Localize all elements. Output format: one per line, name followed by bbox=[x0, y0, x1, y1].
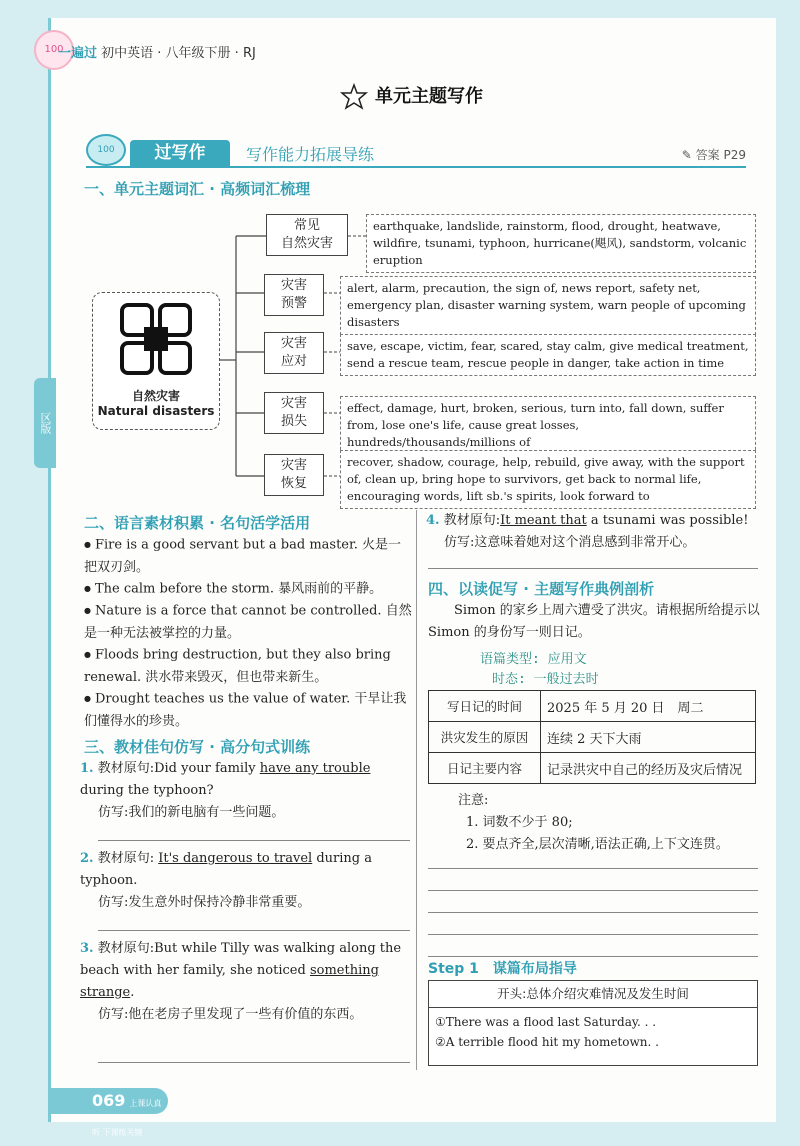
category-label: 灾害 bbox=[280, 396, 307, 411]
category-label: 应对 bbox=[280, 354, 307, 369]
logo-badge: 100 bbox=[34, 30, 74, 70]
imitation-prompt: 仿写:发生意外时保持冷静非常重要。 bbox=[98, 895, 311, 910]
writing-line[interactable] bbox=[428, 934, 758, 935]
unit-title-text: 单元主题写作 bbox=[375, 86, 483, 107]
table-row bbox=[429, 753, 756, 784]
step-line-1: ①There was a flood last Saturday. . . bbox=[435, 1015, 657, 1029]
imitation-prompt: 仿写:这意味着她对这个消息感到非常开心。 bbox=[444, 535, 696, 550]
imitation-item-2 bbox=[80, 848, 412, 914]
writing-prompt: Simon 的家乡上周六遭受了洪灾。请根据所给提示以 Simon 的身份写一则日记。 bbox=[428, 603, 760, 640]
table-row bbox=[429, 722, 756, 753]
page-number: 069 bbox=[92, 1091, 126, 1110]
book-title: 初中英语 · 八年级下册 · RJ bbox=[101, 46, 256, 61]
imitation-item-4 bbox=[426, 510, 762, 554]
category-label: 自然灾害 bbox=[280, 236, 333, 251]
imitation-prompt: 仿写:我们的新电脑有一些问题。 bbox=[98, 805, 285, 820]
step-line-2: ②A terrible flood hit my hometown. . bbox=[435, 1035, 659, 1049]
category-response bbox=[264, 332, 324, 374]
page-number-badge bbox=[48, 1088, 168, 1137]
brand-name: 一遍过 bbox=[58, 46, 98, 61]
category-label: 预警 bbox=[280, 296, 307, 311]
table-value: 2025 年 5 月 20 日 周二 bbox=[541, 691, 756, 722]
quote-item: ● Floods bring destruction, but they also bring renewal. 洪水带来毁灭，但也带来新生。 bbox=[84, 644, 412, 689]
table-key: 洪灾发生的原因 bbox=[429, 722, 541, 753]
original-sentence: during the typhoon? bbox=[80, 783, 214, 798]
writing-line[interactable] bbox=[428, 912, 758, 913]
item-number: 4. bbox=[426, 513, 440, 528]
item-number: 2. bbox=[80, 851, 94, 866]
side-tab[interactable]: 区版 bbox=[34, 378, 56, 468]
category-warning bbox=[264, 274, 324, 316]
words-recovery: recover, shadow, courage, help, rebuild, give away, with the support of, clean up, bring hope to survivors, get back to normal life, encouraging words, lift sb.'s spirits, look forward to bbox=[340, 450, 756, 509]
quote-item: ● Nature is a force that cannot be controlled. 自然是一种无法被掌控的力量。 bbox=[84, 600, 412, 645]
item-number: 1. bbox=[80, 761, 94, 776]
writing-line[interactable] bbox=[428, 868, 758, 869]
banner-tag: 过写作 bbox=[130, 140, 230, 166]
category-common-disasters bbox=[266, 214, 348, 256]
handwritten-note-genre: 语篇类型: 应用文 bbox=[480, 652, 587, 667]
item-number: 3. bbox=[80, 941, 94, 956]
original-sentence: 教材原句: bbox=[97, 851, 159, 866]
center-label-cn: 自然灾害 bbox=[131, 389, 180, 403]
original-sentence: . bbox=[130, 985, 135, 1000]
handwritten-note-tense: 时态: 一般过去时 bbox=[492, 672, 599, 687]
original-sentence: 教材原句:Did your family bbox=[97, 761, 260, 776]
note-title: 注意: bbox=[458, 793, 489, 808]
section4-title: 四、以读促写 · 主题写作典例剖析 bbox=[428, 580, 655, 598]
imitation-item-1 bbox=[80, 758, 412, 824]
table-key: 写日记的时间 bbox=[429, 691, 541, 722]
words-response: save, escape, victim, fear, scared, stay calm, give medical treatment, send a rescue team, rescue people in danger, take action in time bbox=[340, 334, 756, 376]
category-label: 灾害 bbox=[280, 458, 307, 473]
banner-subtitle: 写作能力拓展导练 bbox=[246, 145, 375, 164]
writing-line[interactable] bbox=[428, 956, 758, 957]
original-sentence: during a typhoon. bbox=[80, 851, 372, 888]
original-underline: It's dangerous to travel bbox=[158, 851, 313, 866]
category-loss bbox=[264, 392, 324, 434]
original-underline: have any trouble bbox=[259, 761, 371, 776]
mascot-icon: 100 bbox=[86, 134, 126, 166]
table-value: 记录洪灾中自己的经历及灾后情况 bbox=[541, 753, 756, 784]
diary-info-table bbox=[428, 690, 756, 784]
section2-title: 二、语言素材积累 · 名句活学活用 bbox=[84, 514, 311, 532]
original-underline: It meant that bbox=[500, 513, 587, 528]
section1-title: 一、单元主题词汇 · 高频词汇梳理 bbox=[84, 180, 311, 198]
category-recovery bbox=[264, 454, 324, 496]
hands-together-icon bbox=[116, 299, 196, 379]
writing-line[interactable] bbox=[428, 890, 758, 891]
note-line-1: 1. 词数不少于 80; bbox=[466, 815, 573, 830]
original-sentence: 教材原句: bbox=[443, 513, 501, 528]
table-row bbox=[429, 691, 756, 722]
pen-icon: ✎ bbox=[681, 148, 696, 162]
quote-item: ● The calm before the storm. 暴风雨前的平静。 bbox=[84, 578, 412, 601]
category-label: 灾害 bbox=[280, 336, 307, 351]
answer-line[interactable] bbox=[98, 1062, 410, 1063]
step-heading: 开头:总体介绍灾难情况及发生时间 bbox=[429, 981, 757, 1008]
section3-title: 三、教材佳句仿写 · 高分句式训练 bbox=[84, 738, 311, 756]
step-guide-box bbox=[428, 980, 758, 1066]
column-divider bbox=[416, 510, 417, 1070]
table-value: 连续 2 天下大雨 bbox=[541, 722, 756, 753]
center-node bbox=[92, 292, 220, 430]
imitation-prompt: 仿写:他在老房子里发现了一些有价值的东西。 bbox=[98, 1007, 363, 1022]
footer-slogan: 上课认真听 下课练关键 bbox=[92, 1099, 162, 1137]
original-sentence: 教材原句:But while Tilly was walking along the beach with her family, she noticed bbox=[80, 941, 402, 978]
note-line-2: 2. 要点齐全,层次清晰,语法正确,上下文连贯。 bbox=[466, 837, 729, 852]
category-label: 灾害 bbox=[280, 278, 307, 293]
quote-item: ● Drought teaches us the value of water. 干旱让我们懂得水的珍贵。 bbox=[84, 688, 412, 733]
category-label: 常见 bbox=[293, 218, 320, 233]
answer-line[interactable] bbox=[428, 568, 758, 569]
table-key: 日记主要内容 bbox=[429, 753, 541, 784]
center-label-en: Natural disasters bbox=[97, 404, 215, 418]
category-label: 损失 bbox=[280, 414, 307, 429]
words-common-disasters: earthquake, landslide, rainstorm, flood, drought, heatwave, wildfire, tsunami, typhoon, hurricane(飓风), sandstorm, volcanic eruption bbox=[366, 214, 756, 273]
quote-item: ● Fire is a good servant but a bad master. 火是一把双刃剑。 bbox=[84, 534, 412, 579]
original-underline: something strange bbox=[80, 963, 379, 1000]
words-loss: effect, damage, hurt, broken, serious, turn into, fall down, suffer from, lose one's life, cause great losses, hundreds/thousands/millions of bbox=[340, 396, 756, 455]
imitation-item-3 bbox=[80, 938, 412, 1026]
answer-line[interactable] bbox=[98, 930, 410, 931]
original-sentence: a tsunami was possible! bbox=[586, 513, 749, 528]
answer-ref-text: 答案 P29 bbox=[695, 148, 746, 162]
words-warning: alert, alarm, precaution, the sign of, news report, safety net, emergency plan, disaster warning system, warn people of upcoming disasters bbox=[340, 276, 756, 335]
category-label: 恢复 bbox=[280, 476, 307, 491]
step-title: Step 1 谋篇布局指导 bbox=[428, 961, 577, 977]
answer-line[interactable] bbox=[98, 840, 410, 841]
